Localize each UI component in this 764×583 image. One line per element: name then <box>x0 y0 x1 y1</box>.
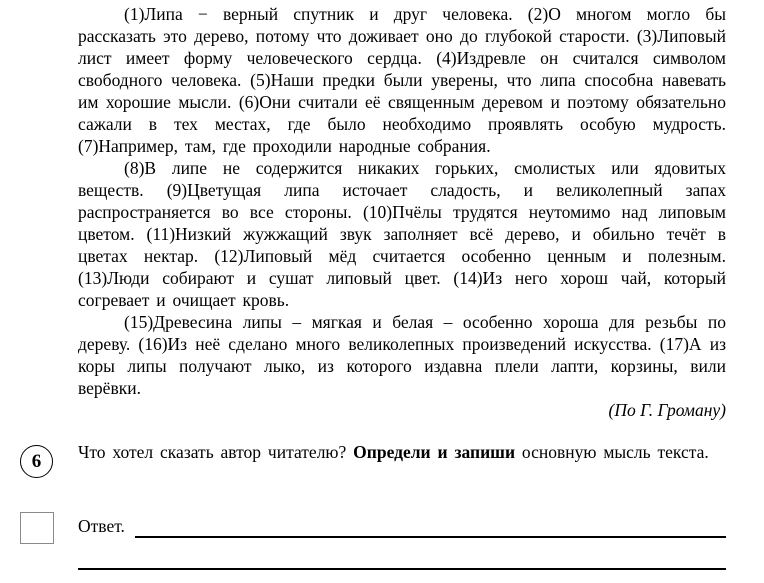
question-text-start: Что хотел сказать автор читателю? <box>78 442 354 462</box>
score-box <box>20 512 54 544</box>
question-text <box>78 441 726 463</box>
question-number-badge <box>20 445 53 478</box>
answer-row <box>78 515 726 538</box>
question-text-end: основную мысль текста. <box>515 442 709 462</box>
question-text-bold: Определи и запиши <box>353 442 516 462</box>
question-number: 6 <box>31 450 42 472</box>
answer-blank-line-1 <box>135 515 726 538</box>
passage-attribution: (По Г. Громану) <box>608 400 726 420</box>
passage-paragraph-1: (1)Липа − верный спутник и друг человека. (2)О многом могло бы рассказать это дерево, потому что доживает оно до глубокой старости. (3)Липовый лист имеет форму человеческого сердца. (4)Издревле он считался символом свободного человека. (5)Наши предки были уверены, что липа способна навевать им хорошие мысли. (6)Они считали её священным деревом и поэтому обязательно сажали в тех местах, где было необходимо проявлять особую мудрость. (7)Например, там, где проходили народные собрания. <box>78 4 726 156</box>
answer-blank-line-2 <box>78 546 726 570</box>
answer-label: Ответ. <box>78 516 125 536</box>
passage-text-block <box>78 3 726 421</box>
passage-paragraph-2: (8)В липе не содержится никаких горьких, смолистых или ядовитых веществ. (9)Цветущая липа источает сладость, и великолепный запах распространяется во все стороны. (10)Пчёлы трудятся неутомимо над липовым цветом. (11)Низкий жужжащий звук заполняет всё дерево, и обильно течёт в цветах нектар. (12)Липовый мёд считается особенно ценным и полезным. (13)Люди собирают и сушат липовый цвет. (14)Из него хорош чай, который согревает и очищает кровь. <box>78 158 726 310</box>
passage-paragraph-3: (15)Древесина липы – мягкая и белая – особенно хороша для резьбы по дереву. (16)Из неё сделано много великолепных произведений искусства. (17)А из коры липы получают лыко, из которого издавна плели лапти, корзины, вили верёвки. <box>78 312 726 398</box>
